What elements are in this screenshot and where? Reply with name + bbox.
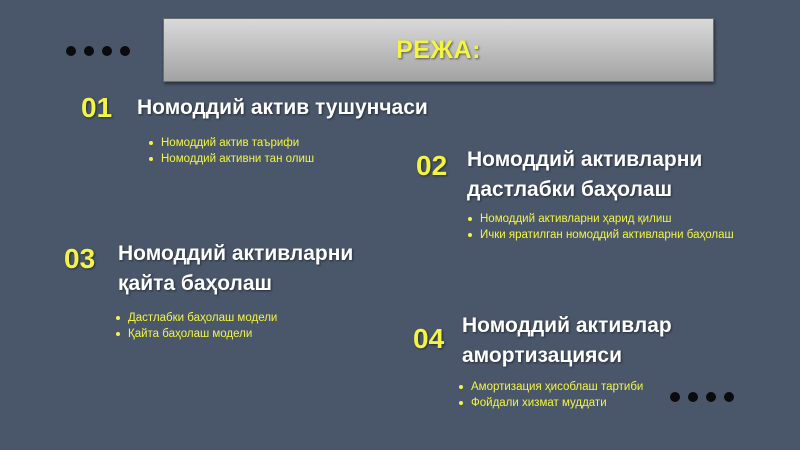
four-dots-icon	[66, 46, 130, 56]
list-item: Номоддий активни тан олиш	[147, 151, 314, 167]
list-item: Номоддий активларни ҳарид қилиш	[466, 211, 734, 227]
dot-icon	[724, 392, 734, 402]
section-heading-04	[462, 311, 672, 371]
slide-title: РЕЖА:	[396, 35, 481, 64]
list-item: Қайта баҳолаш модели	[114, 326, 277, 342]
section-number-02: 02	[416, 150, 448, 181]
dot-icon	[102, 46, 112, 56]
section-heading-03	[118, 239, 353, 299]
dot-icon	[120, 46, 130, 56]
section-bullets-01	[147, 135, 314, 167]
section-heading-line: амортизацияси	[462, 344, 623, 367]
section-bullets-03	[114, 310, 277, 342]
title-banner	[163, 18, 714, 82]
section-number-01: 01	[81, 92, 113, 123]
section-heading-line: Номоддий актив тушунчаси	[137, 96, 428, 119]
dot-icon	[670, 392, 680, 402]
dot-icon	[84, 46, 94, 56]
section-heading-01	[137, 93, 428, 123]
section-bullets-02	[466, 211, 734, 243]
list-item: Амортизация ҳисоблаш тартиби	[457, 379, 643, 395]
section-heading-line: Номоддий активларни	[118, 242, 354, 265]
section-heading-line: Номоддий активлар	[462, 314, 672, 337]
list-item: Номоддий актив таърифи	[147, 135, 314, 151]
list-item: Фойдали хизмат муддати	[457, 395, 643, 411]
dot-icon	[688, 392, 698, 402]
section-heading-line: дастлабки баҳолаш	[467, 178, 673, 201]
dot-icon	[66, 46, 76, 56]
dot-icon	[706, 392, 716, 402]
list-item: Дастлабки баҳолаш модели	[114, 310, 277, 326]
section-heading-02	[467, 145, 702, 205]
four-dots-icon	[670, 392, 734, 402]
section-number-04: 04	[413, 323, 445, 354]
section-bullets-04	[457, 379, 643, 411]
list-item: Ички яратилган номоддий активларни баҳолаш	[466, 227, 734, 243]
section-heading-line: Номоддий активларни	[467, 148, 703, 171]
section-heading-line: қайта баҳолаш	[118, 272, 273, 295]
section-number-03: 03	[64, 243, 96, 274]
